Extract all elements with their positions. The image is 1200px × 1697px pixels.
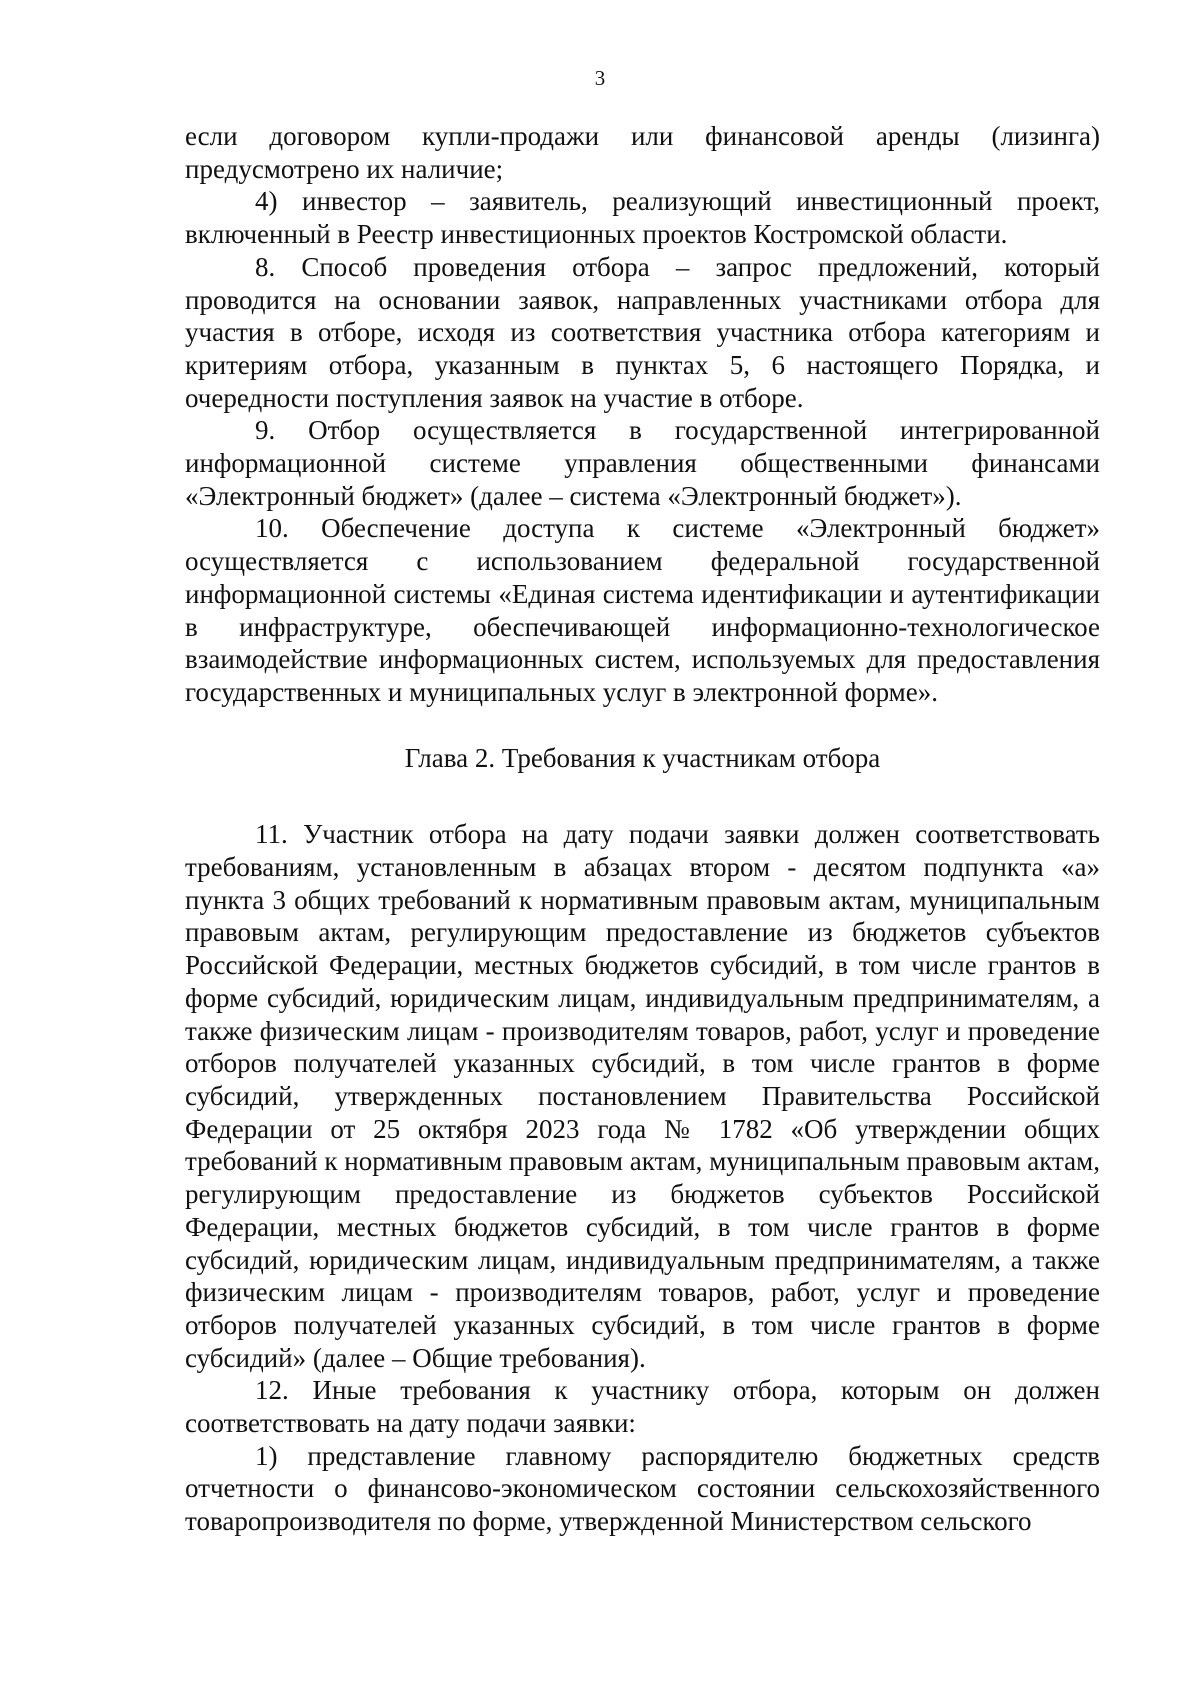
paragraph-investor-definition: 4) инвестор – заявитель, реализующий инвестиционный проект, включенный в Реестр инвестиционных проектов Костромской области. (185, 186, 1100, 250)
paragraph-8: 8. Способ проведения отбора – запрос предложений, который проводится на основании заявок, направленных участниками отбора для участия в отборе, исходя из соответствия участника отбора категориям и критериям отбора, указанным в пунктах 5, 6 настоящего Порядка, и очередности поступления заявок на участие в отборе. (185, 251, 1100, 413)
paragraph-continuation: если договором купли-продажи или финансовой аренды (лизинга) предусмотрено их наличие; (185, 121, 1100, 184)
paragraph-10: 10. Обеспечение доступа к системе «Электронный бюджет» осуществляется с использованием федеральной государственной информационной системы «Единая система идентификации и аутентификации в инфраструктуре, обеспечивающей информационно-технологическое взаимодействие информационных систем, используемых для предоставления государственных и муниципальных услуг в электронной форме». (185, 513, 1100, 707)
paragraph-11: 11. Участник отбора на дату подачи заявки должен соответствовать требованиям, установленным в абзацах втором - десятом подпункта «а» пункта 3 общих требований к нормативным правовым актам, муниципальным правовым актам, регулирующим предоставление из бюджетов субъектов Российской Федерации, местных бюджетов субсидий, в том числе грантов в форме субсидий, юридическим лицам, индивидуальным предпринимателям, а также физическим лицам - производителям товаров, работ, услуг и проведение отборов получателей указанных субсидий, в том числе грантов в форме субсидий, утвержденных постановлением Правительства Российской Федерации от 25 октября 2023 года № 1782 «Об утверждении общих требований к нормативным правовым актам, муниципальным правовым актам, регулирующим предоставление из бюджетов субъектов Российской Федерации, местных бюджетов субсидий, в том числе грантов в форме субсидий, юридическим лицам, индивидуальным предпринимателям, а также физическим лицам - производителям товаров, работ, услуг и проведение отборов получателей указанных субсидий, в том числе грантов в форме субсидий» (далее – Общие требования). (185, 819, 1100, 1373)
document-body (185, 120, 1100, 1538)
paragraph-9: 9. Отбор осуществляется в государственной интегрированной информационной системе управления общественными финансами «Электронный бюджет» (далее – система «Электронный бюджет»). (185, 415, 1100, 511)
paragraph-12-item-1: 1) представление главному распорядителю бюджетных средств отчетности о финансово-экономическом состоянии сельскохозяйственного товаропроизводителя по форме, утвержденной Министерством сельского (185, 1440, 1100, 1537)
page-number: 3 (594, 66, 606, 90)
paragraph-12: 12. Иные требования к участнику отбора, которым он должен соответствовать на дату подачи заявки: (185, 1375, 1100, 1439)
chapter-heading: Глава 2. Требования к участникам отбора (404, 742, 881, 773)
